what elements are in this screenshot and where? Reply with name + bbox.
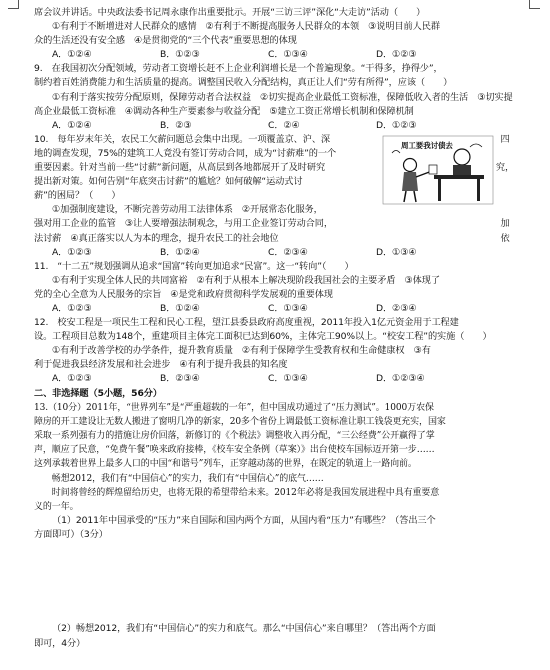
q12-choice-a: A．①②③ [52,373,92,385]
q10-choice-a: A．①②③ [52,246,92,258]
q8-choice-b: B．①②③ [160,49,200,61]
q9-choice-d: D．①②③ [376,119,417,131]
q8-choice-c: C．①③④ [268,49,308,61]
q12-stem-cont: 设。工程项目总数为148个，重建项目主体完工面积已达到60%，主体完工90%以上。“校安工程”的实施（ ） [34,331,492,343]
q10-options-2: 强对用工企业的监管 ③让人要增强法制观念，与用工企业签订劳动合同， 加 [34,218,510,230]
corner-mark-right [529,0,540,9]
q10-stem-2: 地的调查发现，75%的建筑工人竟没有签订劳动合同，成为“讨薪难”的一个 [34,147,337,159]
q12-choice-b: B．②③④ [160,373,200,385]
q10-stem-5: 薪”的困局？（ ） [34,190,121,202]
q10-choice-b: B．①②④ [160,246,200,258]
q13-text-5: 这列承载着世界上最多人口的中国“和谐号”列车，正穿越动荡的世界，在既定的轨道上一路向前。 [34,459,417,470]
page-content [34,6,516,651]
q13-text-2: 障房的开工建设让无数人搬进了窗明几净的新家，20多个省份上调最低工资标准让职工钱袋更充实，国家 [34,416,446,427]
q9-choice-a: A．①②④ [52,119,92,131]
section-heading: 二、非选择题（5小题，56分） [34,387,162,399]
q9-choices [34,119,516,133]
q13-text-3: 采取一系列强有力的措施让房价回落，新修订的《个税法》调整收入再分配，“三公经费”公开赢得了掌 [34,431,435,442]
q11-choice-d: D．②③④ [376,302,417,314]
q8-choices [34,48,516,62]
q13-text-4: 声，顺应了民意，“免费午餐”唤来政府接棒，《校车安全条例（草案）》出台使校车国标迈开第一步…… [34,445,435,456]
q13-block [34,401,516,515]
q12-stem: 12. 校安工程是一项民生工程和民心工程，望江县委县政府高度重视，2011年投入1亿元资金用于工程建 [34,317,459,329]
q9-stem-cont: 制约着百姓消费能力和生活质量的提高。调整国民收入分配结构，真正让人们“劳有所得”，应该（ ） [34,77,453,89]
q13-text-1: 13.（10分）2011年，“世界列车”是“严重超载的一年”，但中国成功通过了“压力测试”。1000万农保 [34,402,434,413]
q11-options: ①有利于实现全体人民的共同富裕 ②有利于从根本上解决现阶段我国社会的主要矛盾 ③体现了 [52,274,440,286]
q10-side-text: 四 究， [495,133,515,173]
q11-choice-b: B．①②④ [160,302,200,314]
q13-text-6: 畅想2012，我们有“中国信心”的实力，我们有“中国信心”的底气…… [34,473,324,484]
answer-space[interactable] [34,542,516,622]
q10-stem-4: 提出新对策。如何告别“年底突击讨薪”的尴尬？如何破解“运动式讨 [34,176,303,188]
q8-stem: 席会议并讲话。中央政法委书记周永康作出重要批示。开展“三访三评”深化“大走访”活动（ ） [34,7,426,18]
q9-options: ①有利于落实按劳分配原则，保障劳动者合法权益 ②切实提高企业最低工资标准，保障低收入者的生活 ③切实提 [52,91,513,103]
q12-choices [34,372,516,386]
q11-options-cont: 党的全心全意为人民服务的宗旨 ④是党和政府贯彻科学发展观的重要体现 [34,288,333,300]
q10-stem-3: 重要因素。针对当前一些“讨薪”新问题，从高层到各地都展开了及时研究 [34,162,326,174]
corner-mark-left [8,0,19,9]
q13-sub1: （1）2011年中国承受的“压力”来自国际和国内两个方面，从国内看“压力”有哪些？（答出三个 [52,515,436,527]
q8-options-cont: 众的生活还没有安全感 ④是贯彻党的“三个代表”重要思想的体现 [34,35,297,47]
q10-options-3: 法讨薪 ④真正落实以人为本的理念，提升农民工的社会地位 依 [34,232,510,244]
q13-sub1-cont: 方面即可）（3分） [34,529,108,541]
q12-options-cont: 利于促进我县经济发展和社会进步 ④有利于提升我县的知名度 [34,359,288,371]
q10-choices [34,246,516,260]
cartoon-caption: 周工要我讨债去 [401,140,453,150]
q11-stem: 11. “十二五”规划强调从追求“国富”转向更加追求“民富”。这一“转向”（ ） [34,260,354,272]
q13-text-7: 时间将曾经的辉煌留给历史，也将无限的希望带给未来。2012年必将是我国发展进程中具有重要意 [34,487,440,498]
q9-options-cont: 高企业最低工资标准 ④调动各种生产要素参与收益分配 ⑤建立工资正常增长机制和保障机制 [34,105,414,117]
q9-choice-c: C．②④ [268,119,300,131]
q13-sub2-cont: 即可，4分） [34,637,86,649]
q11-choice-c: C．①③④ [268,302,308,314]
q11-choices [34,302,516,316]
q8-choice-a: A．①②④ [52,49,92,61]
q10-options: ①加强制度建设，不断完善劳动用工法律体系 ②开展常态化服务， [52,204,323,216]
q13-text-8: 义的一年。 [34,502,79,513]
q11-choice-a: A．①②③ [52,302,92,314]
q10-stem: 10. 每年岁末年关，农民工欠薪问题总会集中出现。一项覆盖京、沪、深 [34,133,331,145]
q12-choice-d: D．①②③④ [376,373,425,385]
q8-options: ①有利于不断增进对人民群众的感情 ②有利于不断提高服务人民群众的本领 ③说明目前人民群 [52,21,440,33]
q10-choice-c: C．②③④ [268,246,308,258]
q9-stem: 9. 在我国初次分配领域，劳动者工资增长赶不上企业利润增长是一个普遍现象。“干得多，挣得少”， [34,63,443,75]
q13-sub2: （2）畅想2012，我们有“中国信心”的实力和底气。那么“中国信心”来自哪里？（答出两个方面 [52,623,436,635]
q12-choice-c: C．①③④ [268,373,308,385]
q10-choice-d: D．①③④ [376,246,417,258]
q8-choice-d: D．①②③ [376,49,417,61]
q10-block [34,133,516,260]
q9-choice-b: B．②③ [160,119,192,131]
q12-options: ①有利于改善学校的办学条件，提升教育质量 ②有利于保障学生受教育权和生命健康权 ③有 [52,345,431,357]
cartoon-image [382,135,494,205]
